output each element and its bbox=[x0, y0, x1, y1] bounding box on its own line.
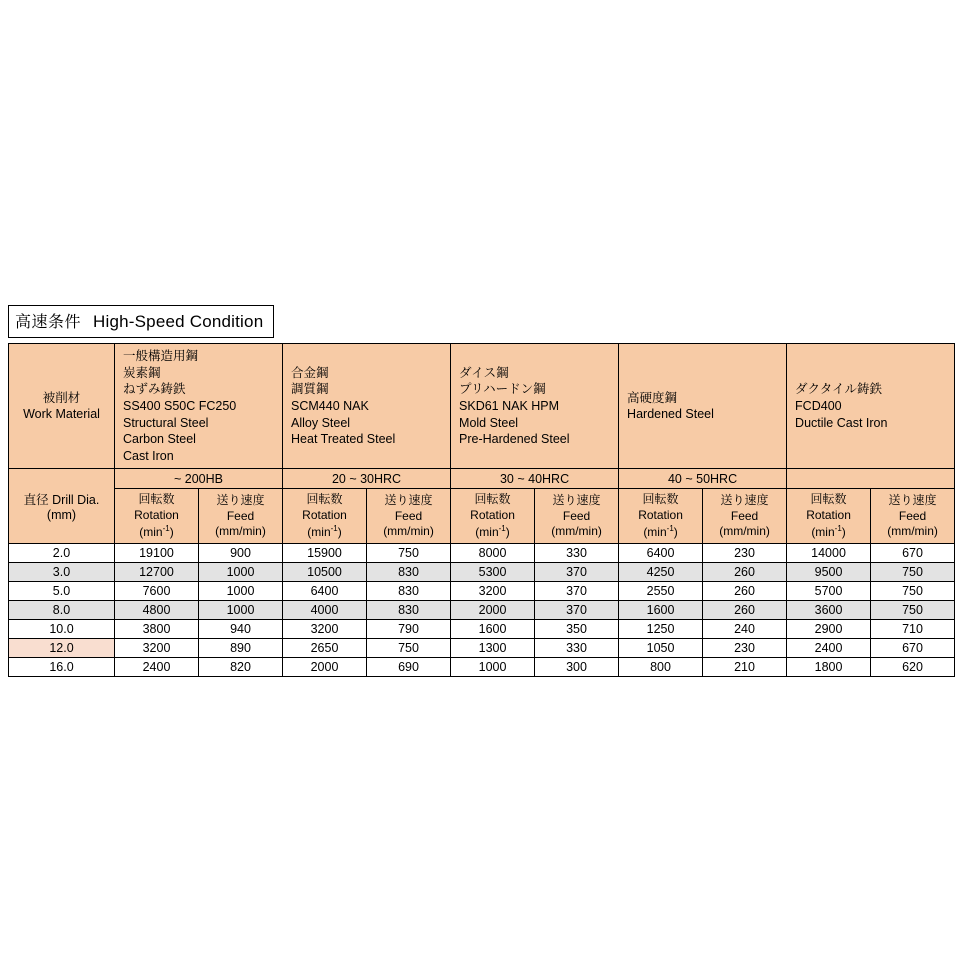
cell-feed: 1000 bbox=[199, 582, 283, 601]
cell-rotation: 3200 bbox=[283, 620, 367, 639]
feed-header-5: 送り速度 Feed (mm/min) bbox=[871, 489, 955, 544]
material-column-1: 一般構造用鋼 炭素鋼 ねずみ鋳鉄 SS400 S50C FC250 Structural Steel Carbon Steel Cast Iron bbox=[115, 344, 283, 469]
cell-rotation: 1000 bbox=[451, 658, 535, 677]
feed-header-1: 送り速度 Feed (mm/min) bbox=[199, 489, 283, 544]
cell-rotation: 3600 bbox=[787, 601, 871, 620]
feed-header-4: 送り速度 Feed (mm/min) bbox=[703, 489, 787, 544]
cell-rotation: 14000 bbox=[787, 544, 871, 563]
cell-rotation: 19100 bbox=[115, 544, 199, 563]
rotation-header-5: 回転数 Rotation $(\min^{-1})$ bbox=[787, 489, 871, 544]
cell-feed: 370 bbox=[535, 563, 619, 582]
cell-feed: 350 bbox=[535, 620, 619, 639]
cell-rotation: 1250 bbox=[619, 620, 703, 639]
cell-rotation: 6400 bbox=[283, 582, 367, 601]
cell-rotation: 1050 bbox=[619, 639, 703, 658]
cell-rotation: 2650 bbox=[283, 639, 367, 658]
cell-rotation: 2000 bbox=[283, 658, 367, 677]
drill-dia-header: 直径 Drill Dia. (mm) bbox=[9, 469, 115, 544]
cell-rotation: 2900 bbox=[787, 620, 871, 639]
hardness-row bbox=[9, 469, 955, 489]
cell-feed: 890 bbox=[199, 639, 283, 658]
cell-feed: 940 bbox=[199, 620, 283, 639]
title-box bbox=[8, 305, 274, 338]
cell-feed: 230 bbox=[703, 639, 787, 658]
cell-feed: 690 bbox=[367, 658, 451, 677]
cell-feed: 790 bbox=[367, 620, 451, 639]
cell-rotation: 10500 bbox=[283, 563, 367, 582]
rotation-header-1: 回転数 Rotation $(\min^{-1})$ bbox=[115, 489, 199, 544]
cell-rotation: 9500 bbox=[787, 563, 871, 582]
cell-rotation: 4000 bbox=[283, 601, 367, 620]
cell-feed: 230 bbox=[703, 544, 787, 563]
cell-feed: 260 bbox=[703, 601, 787, 620]
feed-header-3: 送り速度 Feed (mm/min) bbox=[535, 489, 619, 544]
cutting-condition-table bbox=[8, 343, 955, 677]
table-row bbox=[9, 563, 955, 582]
feed-header-2: 送り速度 Feed (mm/min) bbox=[367, 489, 451, 544]
material-column-5: ダクタイル鋳鉄 FCD400 Ductile Cast Iron bbox=[787, 344, 955, 469]
cell-drill-dia: 8.0 bbox=[9, 601, 115, 620]
cell-drill-dia: 10.0 bbox=[9, 620, 115, 639]
cell-rotation: 2400 bbox=[115, 658, 199, 677]
cell-rotation: 5700 bbox=[787, 582, 871, 601]
cell-feed: 370 bbox=[535, 582, 619, 601]
cell-feed: 750 bbox=[367, 639, 451, 658]
material-header-row bbox=[9, 344, 955, 469]
cell-feed: 750 bbox=[871, 601, 955, 620]
material-column-4: 高硬度鋼 Hardened Steel bbox=[619, 344, 787, 469]
cell-feed: 1000 bbox=[199, 563, 283, 582]
cell-feed: 830 bbox=[367, 601, 451, 620]
table-row bbox=[9, 544, 955, 563]
cell-feed: 670 bbox=[871, 639, 955, 658]
rotation-header-2: 回転数 Rotation $(\min^{-1})$ bbox=[283, 489, 367, 544]
table-row bbox=[9, 582, 955, 601]
material-column-2: 合金鋼 調質鋼 SCM440 NAK Alloy Steel Heat Treated Steel bbox=[283, 344, 451, 469]
title-japanese: 高速条件 bbox=[15, 314, 82, 331]
cell-feed: 260 bbox=[703, 582, 787, 601]
cell-feed: 750 bbox=[871, 582, 955, 601]
work-material-header: 被削材 Work Material bbox=[9, 344, 115, 469]
hardness-2: 20 ~ 30HRC bbox=[283, 469, 451, 489]
hardness-4: 40 ~ 50HRC bbox=[619, 469, 787, 489]
cell-rotation: 800 bbox=[619, 658, 703, 677]
cell-feed: 710 bbox=[871, 620, 955, 639]
table-row bbox=[9, 601, 955, 620]
condition-sheet bbox=[8, 305, 954, 677]
cell-rotation: 4250 bbox=[619, 563, 703, 582]
rotation-header-4: 回転数 Rotation $(\min^{-1})$ bbox=[619, 489, 703, 544]
cell-feed: 670 bbox=[871, 544, 955, 563]
hardness-3: 30 ~ 40HRC bbox=[451, 469, 619, 489]
cell-feed: 820 bbox=[199, 658, 283, 677]
cell-rotation: 7600 bbox=[115, 582, 199, 601]
cell-feed: 620 bbox=[871, 658, 955, 677]
cell-rotation: 5300 bbox=[451, 563, 535, 582]
cell-rotation: 3200 bbox=[451, 582, 535, 601]
measure-header-row bbox=[9, 489, 955, 544]
table-row bbox=[9, 620, 955, 639]
cell-rotation: 4800 bbox=[115, 601, 199, 620]
cell-rotation: 12700 bbox=[115, 563, 199, 582]
cell-rotation: 2400 bbox=[787, 639, 871, 658]
table-body bbox=[9, 544, 955, 677]
cell-rotation: 6400 bbox=[619, 544, 703, 563]
cell-rotation: 1600 bbox=[619, 601, 703, 620]
cell-feed: 830 bbox=[367, 563, 451, 582]
hardness-5 bbox=[787, 469, 955, 489]
table-row bbox=[9, 639, 955, 658]
cell-feed: 260 bbox=[703, 563, 787, 582]
cell-drill-dia: 5.0 bbox=[9, 582, 115, 601]
rotation-header-3: 回転数 Rotation $(\min^{-1})$ bbox=[451, 489, 535, 544]
cell-rotation: 1800 bbox=[787, 658, 871, 677]
material-column-3: ダイス鋼 プリハードン鋼 SKD61 NAK HPM Mold Steel Pre-Hardened Steel bbox=[451, 344, 619, 469]
cell-rotation: 15900 bbox=[283, 544, 367, 563]
table-row bbox=[9, 658, 955, 677]
cell-feed: 330 bbox=[535, 639, 619, 658]
cell-feed: 370 bbox=[535, 601, 619, 620]
cell-rotation: 1300 bbox=[451, 639, 535, 658]
cell-rotation: 3800 bbox=[115, 620, 199, 639]
cell-rotation: 8000 bbox=[451, 544, 535, 563]
title-english: High-Speed Condition bbox=[93, 312, 264, 331]
cell-feed: 300 bbox=[535, 658, 619, 677]
cell-feed: 330 bbox=[535, 544, 619, 563]
hardness-1: ~ 200HB bbox=[115, 469, 283, 489]
cell-feed: 750 bbox=[367, 544, 451, 563]
cell-feed: 210 bbox=[703, 658, 787, 677]
cell-rotation: 3200 bbox=[115, 639, 199, 658]
cell-feed: 750 bbox=[871, 563, 955, 582]
cell-feed: 900 bbox=[199, 544, 283, 563]
cell-rotation: 2000 bbox=[451, 601, 535, 620]
cell-drill-dia: 12.0 bbox=[9, 639, 115, 658]
cell-feed: 1000 bbox=[199, 601, 283, 620]
cell-drill-dia: 16.0 bbox=[9, 658, 115, 677]
cell-drill-dia: 2.0 bbox=[9, 544, 115, 563]
cell-rotation: 2550 bbox=[619, 582, 703, 601]
cell-feed: 830 bbox=[367, 582, 451, 601]
cell-rotation: 1600 bbox=[451, 620, 535, 639]
cell-drill-dia: 3.0 bbox=[9, 563, 115, 582]
cell-feed: 240 bbox=[703, 620, 787, 639]
